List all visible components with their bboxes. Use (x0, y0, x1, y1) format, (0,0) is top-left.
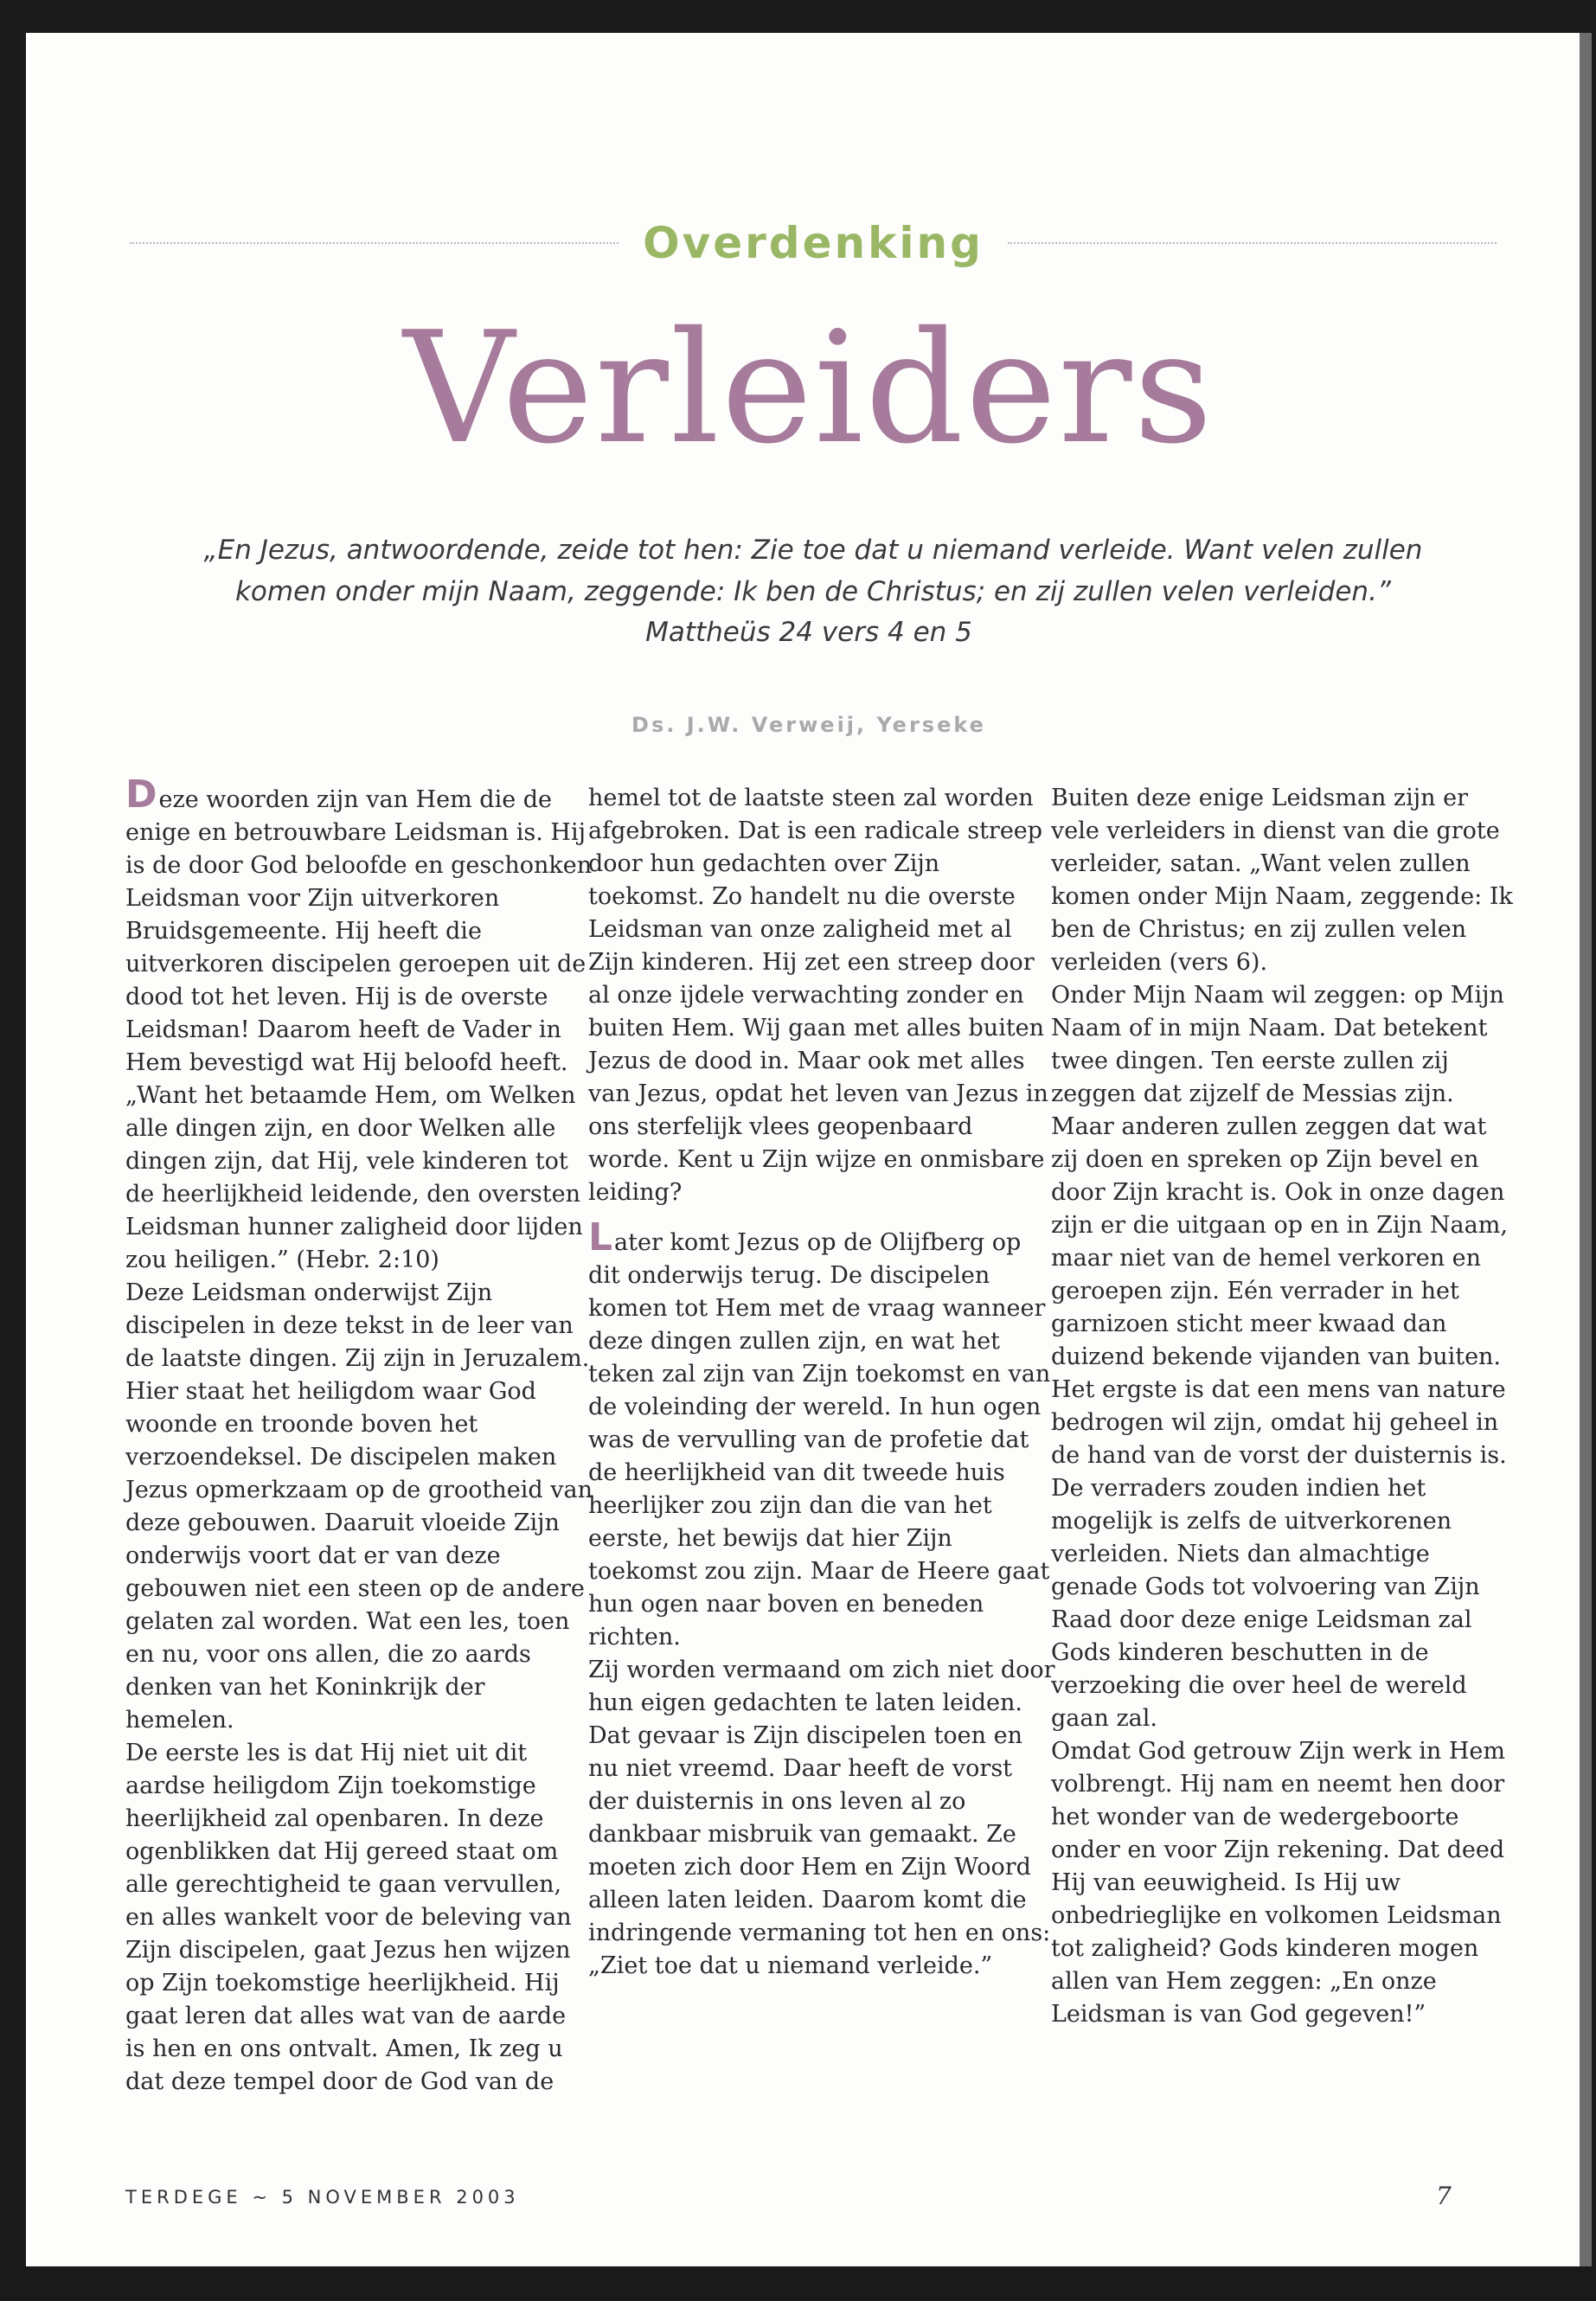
scripture-reference: Mattheüs 24 vers 4 en 5 (645, 617, 972, 648)
section-header (130, 213, 1497, 273)
paragraph: Buiten deze enige Leidsman zijn er vele verleiders in dienst van die grote verleider, satan. „Want velen zullen komen onder Mijn Naam, zeggende: Ik ben de Christus; en zij zullen velen verleiden (vers 6). (1051, 785, 1513, 976)
dotted-rule-left (130, 242, 619, 244)
paragraph: Onder Mijn Naam wil zeggen: op Mijn Naam of in mijn Naam. Dat betekent twee dingen. Ten eerste zullen zij zeggen dat zijzelf de Messias zijn. Maar anderen zullen zeggen dat wat zij doen en spreken op Zijn bevel en door Zijn kracht is. Ook in onze dagen zijn er die uitgaan op en in Zijn Naam, maar niet van de hemel verkoren en geroepen zijn. Eén verrader in het garnizoen sticht meer kwaad dan duizend bekende vijanden van buiten. Het ergste is dat een mens van nature bedrogen wil zijn, omdat hij geheel in de hand van de vorst der duisternis is. De verraders zouden indien het mogelijk is zelfs de uitverkorenen verleiden. Niets dan almachtige genade Gods tot volvoering van Zijn Raad door deze enige Leidsman zal Gods kinderen beschutten in de verzoeking die over heel de wereld gaan zal. (1051, 982, 1508, 1732)
paragraph: Omdat God getrouw Zijn werk in Hem volbrengt. Hij nam en neemt hen door het wonder van de wedergeboorte onder en voor Zijn rekening. Dat deed Hij van eeuwigheid. Is Hij uw onbedrieglijke en volkomen Leidsman tot zaligheid? Gods kinderen mogen allen van Hem zeggen: „En onze Leidsman is van God gegeven!” (1051, 1738, 1506, 2028)
article-title: Verleiders (403, 298, 1215, 478)
paragraph (588, 1215, 1055, 1654)
column-2 (588, 782, 1055, 1983)
paragraph (125, 772, 593, 1277)
drop-cap: D (125, 772, 157, 817)
paragraph: Zij worden vermaand om zich niet door hun eigen gedachten te laten leiden. Dat gevaar is Zijn discipelen toen en nu niet vreemd. Daar heeft de vorst der duisternis in ons leven al zo dankbaar misbruik van gemaakt. Ze moeten zich door Hem en Zijn Woord alleen laten leiden. Daarom komt die indringende vermaning tot hen en ons: „Ziet toe dat u niemand verleide.” (588, 1657, 1055, 1979)
magazine-page (26, 33, 1592, 2266)
page-number: 7 (1436, 2182, 1452, 2210)
paragraph: De eerste les is dat Hij niet uit dit aardse heiligdom Zijn toekomstige heerlijkheid zal openbaren. In deze ogenblikken dat Hij gereed staat om alle gerechtigheid te gaan vervullen, en alles wankelt voor de beleving van Zijn discipelen, gaat Jezus hen wijzen op Zijn toekomstige heerlijkheid. Hij gaat leren dat alles wat van de aarde is hen en ons ontvalt. Amen, Ik zeg u dat deze tempel door de God van de (125, 1740, 572, 2095)
section-label: Overdenking (643, 218, 984, 268)
paragraph: Deze Leidsman onderwijst Zijn discipelen in deze tekst in de leer van de laatste dingen. Zij zijn in Jeruzalem. Hier staat het heiligdom waar God woonde en troonde boven het verzoendeksel. De discipelen maken Jezus opmerkzaam op de grootheid van deze gebouwen. Daaruit vloeide Zijn onderwijs voort dat er van deze gebouwen niet een steen op de andere gelaten zal worden. Wat een les, toen en nu, voor ons allen, die zo aards denken van het Koninkrijk der hemelen. (125, 1279, 593, 1734)
drop-cap: L (588, 1215, 613, 1259)
column-flow-spacer: hemel tot de laatste steen zal worden afgebroken. Dat is een radicale streep door hun gedachten over Zijn toekomst. Zo handelt nu die overste Leidsman van onze zaligheid met al Zijn kinderen. Hij zet een streep door al onze ijdele verwachting zonder en buiten Hem. Wij gaan met alles buiten Jezus de dood in. Maar ook met alles van Jezus, opdat het leven van Jezus in ons sterfelijk vlees geopenbaard worde. Kent u Zijn wijze en onmisbare leiding? (588, 785, 1048, 1206)
column-3 (1051, 782, 1518, 2031)
dotted-rule-right (1008, 242, 1497, 244)
paragraph-text: ater komt Jezus op de Olijfberg op dit onderwijs terug. De discipelen komen tot Hem met de vraag wanneer deze dingen zullen zijn, en wat het teken zal zijn van Zijn toekomst en van de voleinding der wereld. In hun ogen was de vervulling van de profetie dat de heerlijkheid van dit tweede huis heerlijker zou zijn dan die van het eerste, het bewijs dat hier Zijn toekomst zou zijn. Maar de Heere gaat hun ogen naar boven en beneden richten. (588, 1229, 1051, 1650)
scripture-quote: „En Jezus, antwoordende, zeide tot hen: Zie toe dat u niemand verleide. Want velen zullen komen onder mijn Naam, zeggende: Ik ben de Christus; en zij zullen velen verleiden.” (203, 535, 1423, 607)
author-byline: Ds. J.W. Verweij, Yerseke (631, 713, 986, 737)
paragraph-text: eze woorden zijn van Hem die de enige en betrouwbare Leidsman is. Hij is de door God beloofde en geschonken Leidsman voor Zijn uitverkoren Bruidsgemeente. Hij heeft die uitverkoren discipelen geroepen uit de dood tot het leven. Hij is de overste Leidsman! Daarom heeft de Vader in Hem bevestigd wat Hij beloofd heeft. „Want het betaamde Hem, om Welken alle dingen zijn, en door Welken alle dingen zijn, dat Hij, vele kinderen tot de heerlijkheid leidende, den oversten Leidsman hunner zaligheid door lijden zou heiligen.” (Hebr. 2:10) (125, 786, 593, 1273)
column-1 (125, 772, 593, 2099)
publication-footer: TERDEGE ~ 5 NOVEMBER 2003 (125, 2187, 520, 2208)
